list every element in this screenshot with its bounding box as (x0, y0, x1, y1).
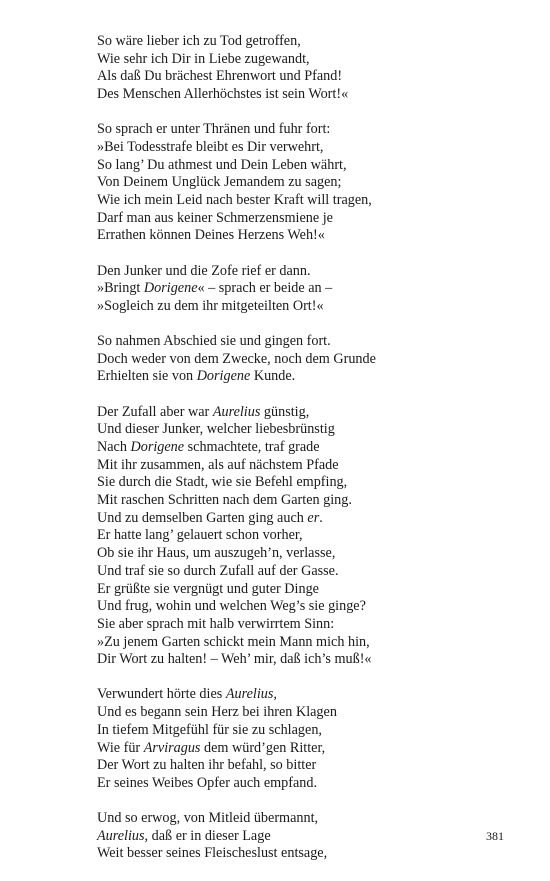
verse-text: daß er in dieser Lage (148, 827, 271, 844)
verse-line (97, 121, 517, 139)
verse-text: Sie durch die Stadt, wie sie Befehl empfing, (97, 474, 348, 491)
verse-text: So nahmen Abschied sie und gingen fort. (97, 333, 331, 350)
verse-text: « – sprach er beide an – (197, 280, 333, 297)
stanza (97, 686, 517, 792)
verse-line (97, 828, 517, 846)
verse-text: Erhielten sie von (97, 368, 197, 385)
verse-text: Er seines Weibes Opfer auch empfand. (97, 774, 317, 791)
verse-line (97, 86, 517, 104)
verse-text: Dir Wort zu halten! – Weh’ mir, daß ich’s muß!« (97, 651, 372, 668)
verse-text: Und dieser Junker, welcher liebesbrünstig (97, 421, 335, 438)
verse-line (97, 616, 517, 634)
verse-text: Kunde. (250, 368, 296, 385)
italic-name: Aurelius, (97, 827, 149, 844)
verse-line (97, 33, 517, 51)
verse-line (97, 68, 517, 86)
verse-line (97, 174, 517, 192)
verse-text: Und traf sie so durch Zufall auf der Gasse. (97, 562, 339, 579)
verse-line (97, 845, 517, 863)
verse-text: Und es begann sein Herz bei ihren Klagen (97, 704, 337, 721)
verse-line (97, 368, 517, 386)
verse-line (97, 581, 517, 599)
verse-line (97, 280, 517, 298)
verse-text: Sie aber sprach mit halb verwirrtem Sinn: (97, 615, 335, 632)
verse-line (97, 757, 517, 775)
stanza (97, 33, 517, 104)
verse-line (97, 598, 517, 616)
verse-text: Nach (97, 438, 131, 455)
verse-text: Er hatte lang’ gelauert schon vorher, (97, 527, 303, 544)
verse-text: »Sogleich zu dem ihr mitgeteilten Ort!« (97, 297, 324, 314)
verse-text: Und zu demselben Garten ging auch (97, 509, 308, 526)
verse-text: Darf man aus keiner Schmerzensmiene je (97, 209, 333, 226)
verse-text: »Bringt (97, 280, 144, 297)
verse-text: dem würd’gen Ritter, (200, 739, 326, 756)
verse-line (97, 157, 517, 175)
verse-line (97, 333, 517, 351)
verse-line (97, 527, 517, 545)
verse-line (97, 192, 517, 210)
verse-line (97, 651, 517, 669)
verse-text: Doch weder von dem Zwecke, noch dem Grunde (97, 350, 376, 367)
verse-text: Wie sehr ich Dir in Liebe zugewandt, (97, 50, 310, 67)
verse-line (97, 740, 517, 758)
verse-line (97, 704, 517, 722)
verse-text: So wäre lieber ich zu Tod getroffen, (97, 33, 301, 49)
verse-text: günstig, (260, 403, 310, 420)
verse-text: »Zu jenem Garten schickt mein Mann mich hin, (97, 633, 370, 650)
italic-name: er (307, 509, 320, 526)
verse-text: Mit ihr zusammen, als auf nächstem Pfade (97, 456, 339, 473)
italic-name: Aurelius, (225, 686, 277, 703)
page-number: 381 (486, 829, 504, 843)
verse-line (97, 351, 517, 369)
verse-line (97, 722, 517, 740)
verse-text: schmachtete, traf grade (184, 438, 320, 455)
verse-text: Der Zufall aber war (97, 403, 213, 420)
stanza (97, 810, 517, 863)
verse-text: Weit besser seines Fleischeslust entsage, (97, 845, 328, 862)
verse-text: Verwundert hörte dies (97, 686, 226, 703)
verse-text: . (319, 509, 323, 526)
verse-text: Des Menschen Allerhöchstes ist sein Wort!« (97, 86, 349, 103)
verse-line (97, 457, 517, 475)
verse-line (97, 686, 517, 704)
verse-text: »Bei Todesstrafe bleibt es Dir verwehrt, (97, 138, 324, 155)
stanza (97, 404, 517, 670)
verse-text: Wie für (97, 739, 144, 756)
verse-line (97, 492, 517, 510)
verse-line (97, 210, 517, 228)
verse-line (97, 474, 517, 492)
verse-line (97, 139, 517, 157)
verse-text: Er grüßte sie vergnügt und guter Dinge (97, 580, 319, 597)
verse-line (97, 421, 517, 439)
verse-text: Und frug, wohin und welchen Weg’s sie ginge? (97, 598, 366, 615)
verse-line (97, 439, 517, 457)
italic-name: Dorigene (143, 280, 198, 297)
verse-text: Errathen können Deines Herzens Weh!« (97, 227, 325, 244)
verse-text: Ob sie ihr Haus, um auszugeh’n, verlasse, (97, 545, 336, 562)
stanza (97, 333, 517, 386)
italic-name: Dorigene (130, 438, 185, 455)
verse-line (97, 545, 517, 563)
stanza (97, 263, 517, 316)
verse-text: Und so erwog, von Mitleid übermannt, (97, 810, 319, 827)
verse-text: So sprach er unter Thränen und fuhr fort: (97, 121, 331, 138)
verse-text: Der Wort zu halten ihr befahl, so bitter (97, 757, 317, 774)
verse-text: So lang’ Du athmest und Dein Leben währt, (97, 156, 347, 173)
verse-line (97, 227, 517, 245)
verse-text: In tiefem Mitgefühl für sie zu schlagen, (97, 721, 322, 738)
verse-text: Mit raschen Schritten nach dem Garten ging. (97, 492, 352, 509)
verse-text: Von Deinem Unglück Jemandem zu sagen; (97, 174, 342, 191)
verse-line (97, 298, 517, 316)
stanza (97, 121, 517, 245)
verse-line (97, 810, 517, 828)
verse-line (97, 634, 517, 652)
verse-line (97, 510, 517, 528)
verse-text: Den Junker und die Zofe rief er dann. (97, 262, 311, 279)
verse-line (97, 775, 517, 793)
poem-text (97, 33, 517, 881)
italic-name: Aurelius (212, 403, 261, 420)
verse-line (97, 563, 517, 581)
verse-line (97, 51, 517, 69)
verse-line (97, 263, 517, 281)
verse-text: Wie ich mein Leid nach bester Kraft will tragen, (97, 192, 372, 209)
italic-name: Arviragus (143, 739, 201, 756)
italic-name: Dorigene (196, 368, 251, 385)
verse-text: Als daß Du brächest Ehrenwort und Pfand! (97, 68, 343, 85)
verse-line (97, 404, 517, 422)
